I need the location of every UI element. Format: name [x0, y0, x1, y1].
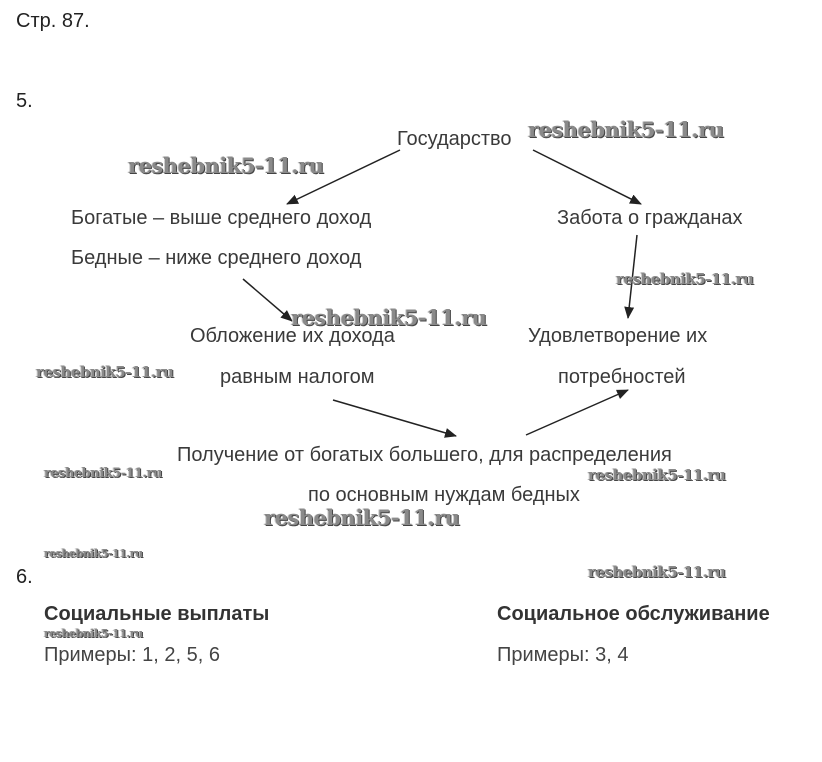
node-rich: Богатые – выше среднего доход — [71, 207, 372, 229]
node-state: Государство — [397, 128, 512, 150]
social-payments-title: Социальные выплаты — [44, 603, 270, 625]
arrow-poor-to-tax — [243, 279, 292, 321]
node-receive-line1: Получение от богатых большего, для распределения — [177, 444, 672, 466]
node-tax-line2: равным налогом — [220, 366, 375, 388]
social-service-examples: Примеры: 3, 4 — [497, 644, 629, 666]
node-poor: Бедные – ниже среднего доход — [71, 247, 362, 269]
watermark: reshebnik5-11.ru — [44, 547, 143, 560]
watermark: reshebnik5-11.ru — [128, 153, 324, 178]
watermark: reshebnik5-11.ru — [264, 505, 460, 530]
social-payments-examples: Примеры: 1, 2, 5, 6 — [44, 644, 220, 666]
watermark: reshebnik5-11.ru — [44, 627, 143, 640]
node-receive-line2: по основным нуждам бедных — [308, 484, 580, 506]
watermark: reshebnik5-11.ru — [616, 270, 754, 288]
watermark: reshebnik5-11.ru — [588, 466, 726, 484]
watermark: reshebnik5-11.ru — [44, 466, 163, 481]
task6-number: 6. — [16, 566, 33, 588]
arrow-state-to-care — [533, 150, 641, 204]
arrow-tax-to-receive — [333, 400, 456, 436]
social-service-title: Социальное обслуживание — [497, 603, 770, 625]
watermark: reshebnik5-11.ru — [36, 363, 174, 381]
page-label: Стр. 87. — [16, 10, 90, 32]
task5-number: 5. — [16, 90, 33, 112]
watermark: reshebnik5-11.ru — [588, 563, 726, 581]
node-tax-line1: Обложение их дохода — [190, 325, 395, 347]
node-satisfy-line2: потребностей — [558, 366, 686, 388]
node-care: Забота о гражданах — [557, 207, 743, 229]
node-satisfy-line1: Удовлетворение их — [528, 325, 708, 347]
watermark: reshebnik5-11.ru — [291, 305, 487, 330]
watermark: reshebnik5-11.ru — [528, 117, 724, 142]
arrow-receive-to-satisfy — [526, 390, 628, 435]
